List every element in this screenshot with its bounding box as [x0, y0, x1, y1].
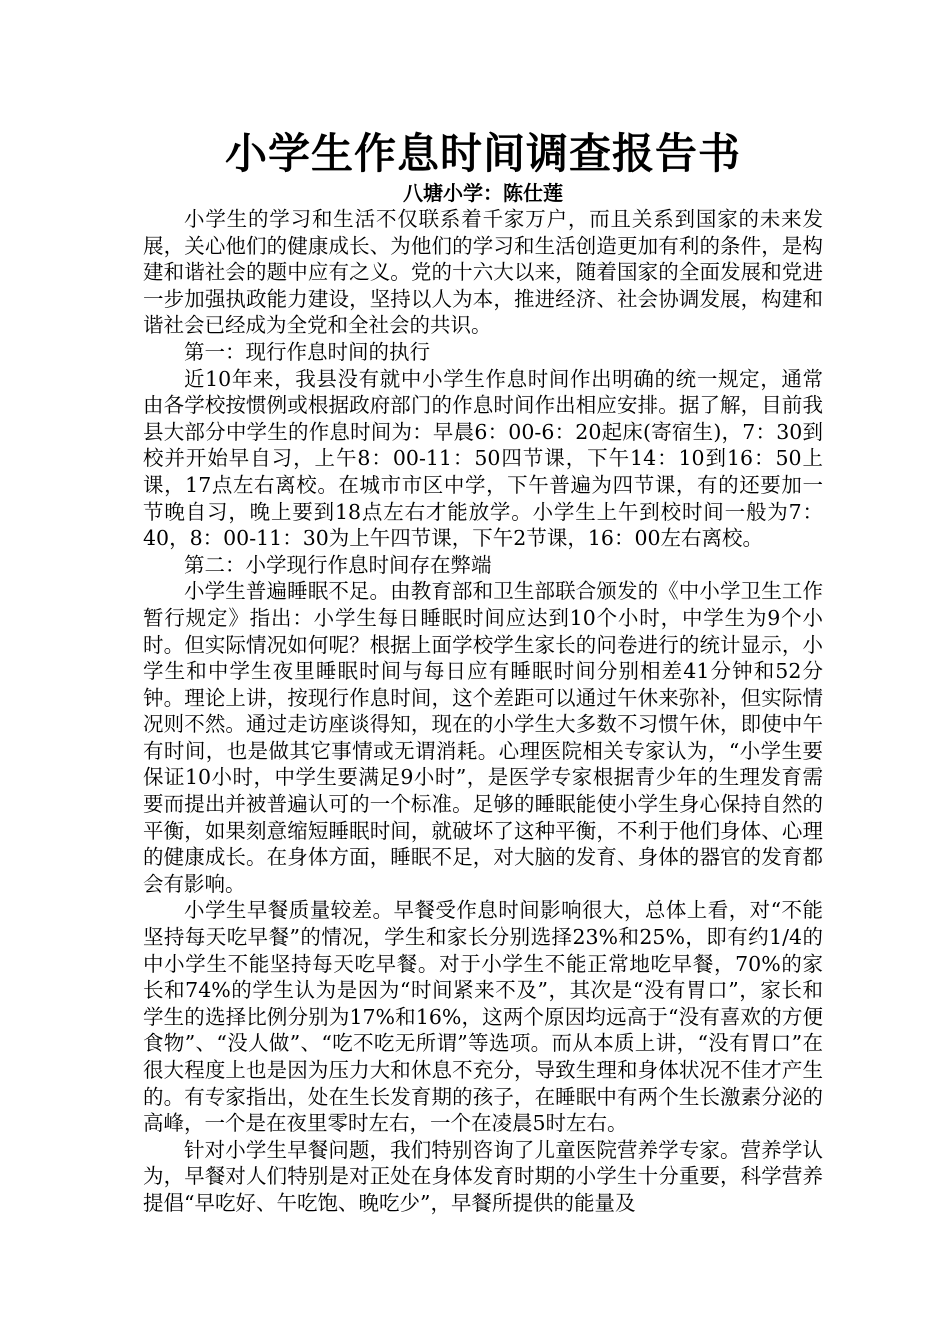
- document-page: [143, 128, 823, 1217]
- paragraph-intro: 小学生的学习和生活不仅联系着千家万户，而且关系到国家的未来发展，关心他们的健康成长、为他们的学习和生活创造更加有利的条件，是构建和谐社会的题中应有之义。党的十六大以来，随着国家的全面发展和党进一步加强执政能力建设，坚持以人为本，推进经济、社会协调发展，构建和谐社会已经成为全党和全社会的共识。: [143, 207, 823, 338]
- author-line: 八塘小学：陈仕莲: [403, 181, 563, 205]
- paragraph-breakfast: 小学生早餐质量较差。早餐受作息时间影响很大，总体上看，对“不能坚持每天吃早餐”的情况，学生和家长分别选择23%和25%，即有约1/4的中小学生不能坚持每天吃早餐。对于小学生不能正常地吃早餐，70%的家长和74%的学生认为是因为“时间紧来不及”，其次是“没有胃口”，家长和学生的选择比例分别为17%和16%，这两个原因均远高于“没有喜欢的方便食物”、“没人做”、“吃不吃无所谓”等选项。而从本质上讲，“没有胃口”在很大程度上也是因为压力大和休息不充分，导致生理和身体状况不佳才产生的。有专家指出，处在生长发育期的孩子，在睡眠中有两个生长激素分泌的高峰，一个是在夜里零时左右，一个在凌晨5时左右。: [143, 898, 823, 1136]
- paragraph-schedule: 近10年来，我县没有就中小学生作息时间作出明确的统一规定，通常由各学校按惯例或根据政府部门的作息时间作出相应安排。据了解，目前我县大部分中学生的作息时间为：早晨6：00-6：20起床(寄宿生)，7：30到校并开始早自习，上午8：00-11：50四节课，下午14：10到16：50上课，17点左右离校。在城市市区中学，下午普遍为四节课，有的还要加一节晚自习，晚上要到18点左右才能放学。小学生上午到校时间一般为7：40，8：00-11：30为上午四节课，下午2节课，16：00左右离校。: [143, 366, 823, 551]
- document-title: 小学生作息时间调查报告书: [224, 129, 741, 178]
- paragraph-nutrition: 针对小学生早餐问题，我们特别咨询了儿童医院营养学专家。营养学认为，早餐对人们特别是对正处在身体发育时期的小学生十分重要，科学营养提倡“早吃好、午吃饱、晚吃少”，早餐所提供的能量及: [143, 1137, 823, 1215]
- section-heading-1: 第一：现行作息时间的执行: [184, 339, 430, 364]
- paragraph-sleep: 小学生普遍睡眠不足。由教育部和卫生部联合颁发的《中小学卫生工作暂行规定》指出：小学生每日睡眠时间应达到10个小时，中学生为9个小时。但实际情况如何呢？根据上面学校学生家长的问卷进行的统计显示，小学生和中学生夜里睡眠时间与每日应有睡眠时间分别相差41分钟和52分钟。理论上讲，按现行作息时间，这个差距可以通过午休来弥补，但实际情况则不然。通过走访座谈得知，现在的小学生大多数不习惯午休，即使中午有时间，也是做其它事情或无谓消耗。心理医院相关专家认为，“小学生要保证10小时，中学生要满足9小时”，是医学专家根据青少年的生理发育需要而提出并被普遍认可的一个标准。足够的睡眠能使小学生身心保持自然的平衡，如果刻意缩短睡眠时间，就破坏了这种平衡，不利于他们身体、心理的健康成长。在身体方面，睡眠不足，对大脑的发育、身体的器官的发育都会有影响。: [143, 579, 823, 896]
- section-heading-2: 第二：小学现行作息时间存在弊端: [184, 552, 492, 577]
